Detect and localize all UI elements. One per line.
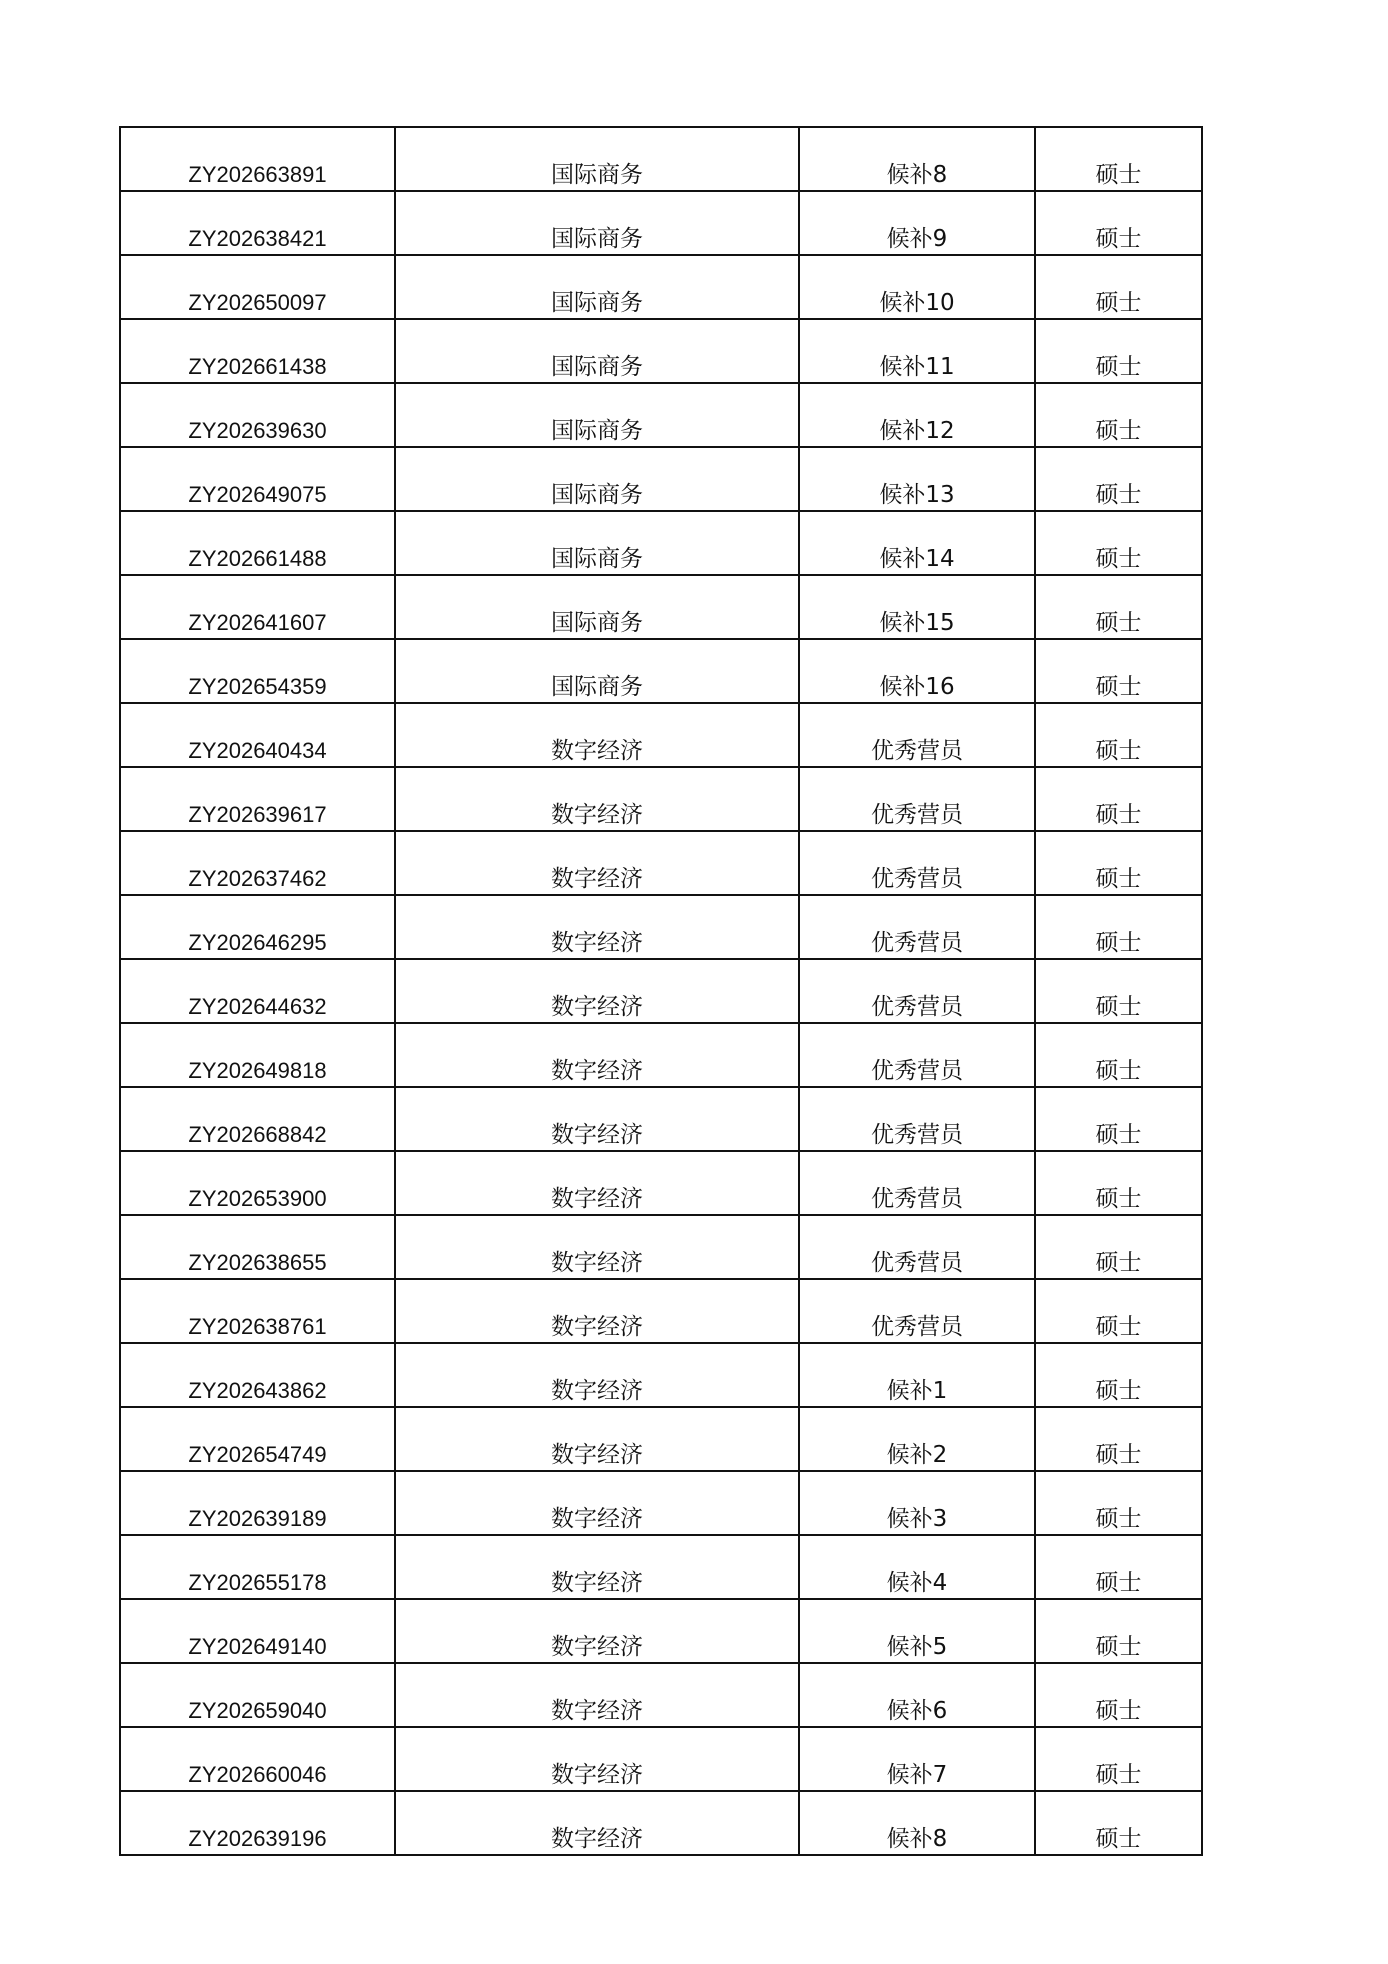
table-row — [120, 1727, 1202, 1791]
applicant-id-cell: ZY202638761 — [120, 1279, 395, 1343]
table-row — [120, 767, 1202, 831]
table-row — [120, 1791, 1202, 1855]
major-cell: 数字经济 — [395, 1535, 799, 1599]
table-row — [120, 1599, 1202, 1663]
applicant-id-cell: ZY202643862 — [120, 1343, 395, 1407]
degree-cell: 硕士 — [1035, 575, 1202, 639]
status-cell: 候补8 — [799, 127, 1035, 191]
status-cell: 优秀营员 — [799, 1023, 1035, 1087]
applicant-id-cell: ZY202640434 — [120, 703, 395, 767]
table-row — [120, 127, 1202, 191]
degree-cell: 硕士 — [1035, 191, 1202, 255]
table-row — [120, 1087, 1202, 1151]
applicant-id-cell: ZY202639617 — [120, 767, 395, 831]
degree-cell: 硕士 — [1035, 511, 1202, 575]
major-cell: 国际商务 — [395, 319, 799, 383]
status-cell: 候补6 — [799, 1663, 1035, 1727]
degree-cell: 硕士 — [1035, 1535, 1202, 1599]
applicant-id-cell: ZY202637462 — [120, 831, 395, 895]
degree-cell: 硕士 — [1035, 447, 1202, 511]
degree-cell: 硕士 — [1035, 1471, 1202, 1535]
degree-cell: 硕士 — [1035, 1343, 1202, 1407]
applicant-id-cell: ZY202649140 — [120, 1599, 395, 1663]
applicant-id-cell: ZY202639196 — [120, 1791, 395, 1855]
admission-roster-table — [119, 126, 1203, 1856]
degree-cell: 硕士 — [1035, 639, 1202, 703]
status-cell: 优秀营员 — [799, 1279, 1035, 1343]
table-row — [120, 191, 1202, 255]
degree-cell: 硕士 — [1035, 1663, 1202, 1727]
major-cell: 数字经济 — [395, 703, 799, 767]
degree-cell: 硕士 — [1035, 959, 1202, 1023]
major-cell: 数字经济 — [395, 1663, 799, 1727]
status-cell: 优秀营员 — [799, 895, 1035, 959]
status-cell: 候补7 — [799, 1727, 1035, 1791]
degree-cell: 硕士 — [1035, 703, 1202, 767]
status-cell: 候补5 — [799, 1599, 1035, 1663]
degree-cell: 硕士 — [1035, 1279, 1202, 1343]
status-cell: 优秀营员 — [799, 1087, 1035, 1151]
applicant-id-cell: ZY202638655 — [120, 1215, 395, 1279]
table-row — [120, 831, 1202, 895]
table-row — [120, 1023, 1202, 1087]
table-row — [120, 1535, 1202, 1599]
major-cell: 数字经济 — [395, 1215, 799, 1279]
status-cell: 优秀营员 — [799, 767, 1035, 831]
applicant-id-cell: ZY202655178 — [120, 1535, 395, 1599]
major-cell: 数字经济 — [395, 831, 799, 895]
status-cell: 优秀营员 — [799, 703, 1035, 767]
table-row — [120, 511, 1202, 575]
major-cell: 数字经济 — [395, 1791, 799, 1855]
table-row — [120, 639, 1202, 703]
table-row — [120, 1279, 1202, 1343]
status-cell: 优秀营员 — [799, 1215, 1035, 1279]
status-cell: 候补13 — [799, 447, 1035, 511]
major-cell: 国际商务 — [395, 511, 799, 575]
degree-cell: 硕士 — [1035, 1215, 1202, 1279]
degree-cell: 硕士 — [1035, 127, 1202, 191]
major-cell: 国际商务 — [395, 383, 799, 447]
major-cell: 数字经济 — [395, 1023, 799, 1087]
status-cell: 候补10 — [799, 255, 1035, 319]
table-row — [120, 895, 1202, 959]
table-row — [120, 959, 1202, 1023]
applicant-id-cell: ZY202650097 — [120, 255, 395, 319]
degree-cell: 硕士 — [1035, 1599, 1202, 1663]
applicant-id-cell: ZY202654359 — [120, 639, 395, 703]
table-row — [120, 1663, 1202, 1727]
table-row — [120, 575, 1202, 639]
major-cell: 数字经济 — [395, 1087, 799, 1151]
degree-cell: 硕士 — [1035, 319, 1202, 383]
applicant-id-cell: ZY202641607 — [120, 575, 395, 639]
major-cell: 国际商务 — [395, 191, 799, 255]
status-cell: 优秀营员 — [799, 959, 1035, 1023]
status-cell: 候补12 — [799, 383, 1035, 447]
applicant-id-cell: ZY202644632 — [120, 959, 395, 1023]
table-row — [120, 1407, 1202, 1471]
major-cell: 数字经济 — [395, 1599, 799, 1663]
major-cell: 国际商务 — [395, 255, 799, 319]
roster-table-body — [120, 127, 1202, 1855]
major-cell: 数字经济 — [395, 767, 799, 831]
applicant-id-cell: ZY202654749 — [120, 1407, 395, 1471]
table-row — [120, 447, 1202, 511]
degree-cell: 硕士 — [1035, 1087, 1202, 1151]
major-cell: 国际商务 — [395, 639, 799, 703]
major-cell: 数字经济 — [395, 1343, 799, 1407]
status-cell: 候补11 — [799, 319, 1035, 383]
degree-cell: 硕士 — [1035, 1023, 1202, 1087]
major-cell: 数字经济 — [395, 1727, 799, 1791]
status-cell: 优秀营员 — [799, 831, 1035, 895]
status-cell: 候补16 — [799, 639, 1035, 703]
major-cell: 数字经济 — [395, 1407, 799, 1471]
applicant-id-cell: ZY202659040 — [120, 1663, 395, 1727]
degree-cell: 硕士 — [1035, 1151, 1202, 1215]
status-cell: 候补3 — [799, 1471, 1035, 1535]
status-cell: 候补15 — [799, 575, 1035, 639]
status-cell: 候补1 — [799, 1343, 1035, 1407]
major-cell: 数字经济 — [395, 1471, 799, 1535]
degree-cell: 硕士 — [1035, 383, 1202, 447]
major-cell: 国际商务 — [395, 575, 799, 639]
applicant-id-cell: ZY202661438 — [120, 319, 395, 383]
table-row — [120, 1151, 1202, 1215]
degree-cell: 硕士 — [1035, 1791, 1202, 1855]
major-cell: 数字经济 — [395, 895, 799, 959]
applicant-id-cell: ZY202663891 — [120, 127, 395, 191]
applicant-id-cell: ZY202660046 — [120, 1727, 395, 1791]
degree-cell: 硕士 — [1035, 767, 1202, 831]
applicant-id-cell: ZY202639630 — [120, 383, 395, 447]
applicant-id-cell: ZY202653900 — [120, 1151, 395, 1215]
degree-cell: 硕士 — [1035, 255, 1202, 319]
table-row — [120, 255, 1202, 319]
status-cell: 候补4 — [799, 1535, 1035, 1599]
status-cell: 候补9 — [799, 191, 1035, 255]
applicant-id-cell: ZY202639189 — [120, 1471, 395, 1535]
status-cell: 候补8 — [799, 1791, 1035, 1855]
degree-cell: 硕士 — [1035, 1407, 1202, 1471]
table-row — [120, 1343, 1202, 1407]
applicant-id-cell: ZY202649075 — [120, 447, 395, 511]
status-cell: 候补14 — [799, 511, 1035, 575]
applicant-id-cell: ZY202649818 — [120, 1023, 395, 1087]
applicant-id-cell: ZY202646295 — [120, 895, 395, 959]
applicant-id-cell: ZY202661488 — [120, 511, 395, 575]
major-cell: 国际商务 — [395, 447, 799, 511]
applicant-id-cell: ZY202668842 — [120, 1087, 395, 1151]
table-row — [120, 383, 1202, 447]
major-cell: 数字经济 — [395, 959, 799, 1023]
table-row — [120, 1215, 1202, 1279]
major-cell: 国际商务 — [395, 127, 799, 191]
major-cell: 数字经济 — [395, 1151, 799, 1215]
table-row — [120, 1471, 1202, 1535]
table-row — [120, 703, 1202, 767]
applicant-id-cell: ZY202638421 — [120, 191, 395, 255]
degree-cell: 硕士 — [1035, 831, 1202, 895]
status-cell: 候补2 — [799, 1407, 1035, 1471]
table-row — [120, 319, 1202, 383]
degree-cell: 硕士 — [1035, 895, 1202, 959]
major-cell: 数字经济 — [395, 1279, 799, 1343]
degree-cell: 硕士 — [1035, 1727, 1202, 1791]
status-cell: 优秀营员 — [799, 1151, 1035, 1215]
